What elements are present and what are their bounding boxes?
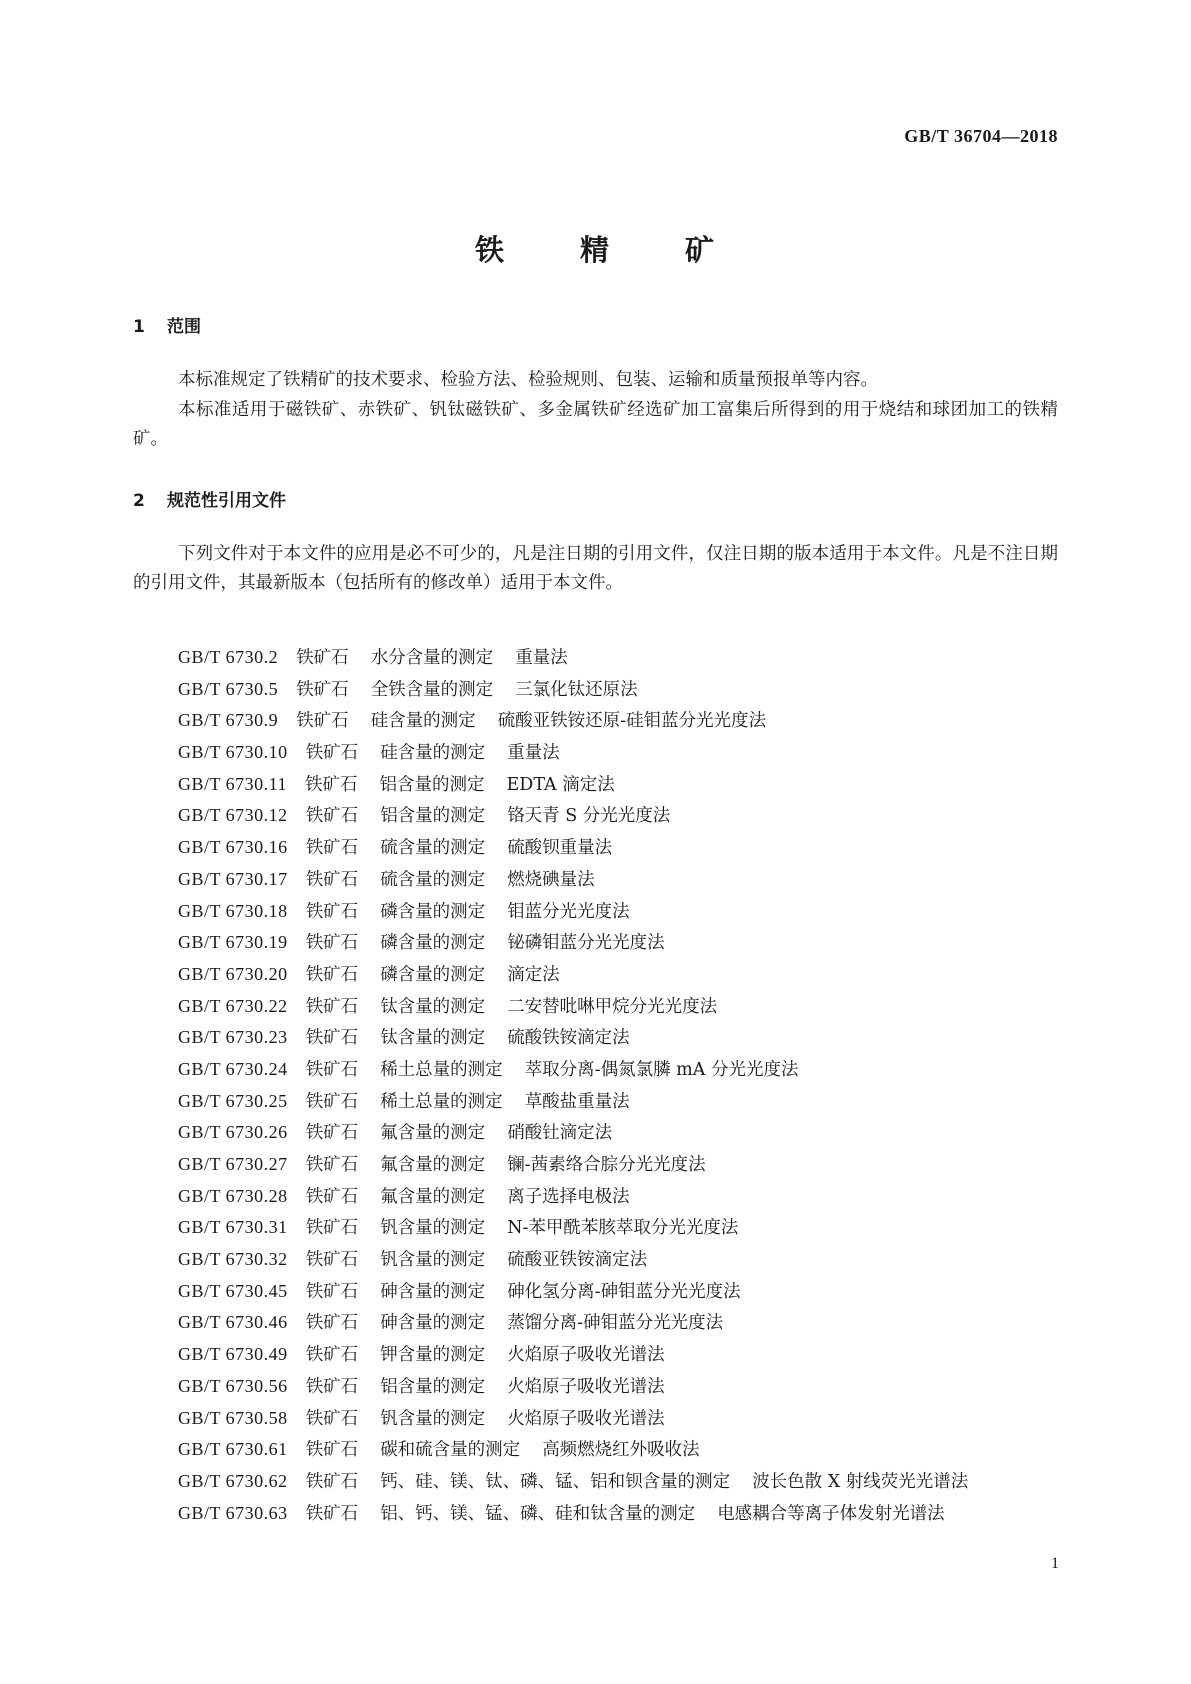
reference-item — [178, 1466, 1098, 1498]
reference-method: 燃烧碘量法 — [507, 869, 595, 890]
reference-topic: 钛含量的测定 — [380, 1028, 486, 1049]
reference-method: 火焰原子吸收光谱法 — [507, 1408, 665, 1429]
reference-code: GB/T 6730.19 — [178, 932, 288, 953]
reference-code: GB/T 6730.63 — [178, 1502, 288, 1523]
reference-code: GB/T 6730.56 — [178, 1375, 288, 1396]
reference-method: 离子选择电极法 — [507, 1186, 630, 1207]
reference-topic: 氟含量的测定 — [380, 1186, 486, 1207]
reference-topic: 钙、硅、镁、钛、磷、锰、铝和钡含量的测定 — [380, 1471, 731, 1492]
reference-method: 硝酸钍滴定法 — [507, 1123, 613, 1144]
reference-method: 硫酸亚铁铵滴定法 — [507, 1250, 648, 1271]
reference-item — [178, 1403, 1098, 1435]
reference-item — [178, 1117, 1098, 1149]
reference-topic: 砷含量的测定 — [380, 1313, 486, 1334]
standard-code: GB/T 36704—2018 — [904, 126, 1058, 146]
document-title — [0, 228, 1191, 269]
reference-item — [178, 1276, 1098, 1308]
title-char: 精 — [579, 233, 611, 267]
reference-topic: 铝含量的测定 — [380, 1376, 486, 1397]
reference-method: 镧-茜素络合腙分光光度法 — [507, 1155, 706, 1175]
reference-topic: 硫含量的测定 — [380, 838, 486, 859]
reference-subject: 铁矿石 — [296, 648, 349, 668]
reference-subject: 铁矿石 — [305, 869, 359, 890]
reference-code: GB/T 6730.18 — [178, 900, 288, 921]
reference-method: 铋磷钼蓝分光光度法 — [507, 933, 665, 954]
reference-topic: 硅含量的测定 — [380, 743, 486, 764]
reference-topic: 磷含量的测定 — [380, 901, 486, 922]
reference-topic: 钒含量的测定 — [380, 1250, 486, 1271]
references-intro: 下列文件对于本文件的应用是必不可少的，凡是注日期的引用文件，仅注日期的版本适用于本文件。凡是不注日期的引用文件，其最新版本（包括所有的修改单）适用于本文件。 — [133, 544, 1058, 593]
reference-item — [178, 832, 1098, 864]
reference-code: GB/T 6730.12 — [178, 805, 288, 826]
reference-topic: 稀土总量的测定 — [380, 1059, 503, 1080]
reference-subject: 铁矿石 — [305, 774, 358, 795]
reference-subject: 铁矿石 — [305, 996, 359, 1017]
reference-item — [178, 927, 1098, 959]
reference-code: GB/T 6730.46 — [178, 1312, 288, 1333]
reference-item — [178, 959, 1098, 991]
reference-item — [178, 1307, 1098, 1339]
reference-method: 钼蓝分光光度法 — [507, 901, 630, 922]
reference-subject: 铁矿石 — [305, 1471, 359, 1492]
reference-code: GB/T 6730.23 — [178, 1027, 288, 1048]
reference-item — [178, 991, 1098, 1023]
reference-method: N-苯甲酰苯胲萃取分光光度法 — [507, 1218, 739, 1239]
scope-paragraph-2: 本标准适用于磁铁矿、赤铁矿、钒钛磁铁矿、多金属铁矿经选矿加工富集后所得到的用于烧结和球团加工的铁精矿。 — [133, 400, 1058, 449]
reference-topic: 钛含量的测定 — [380, 996, 486, 1017]
reference-list — [178, 642, 1098, 1529]
reference-code: GB/T 6730.61 — [178, 1439, 288, 1460]
reference-method: 三氯化钛还原法 — [515, 679, 638, 700]
reference-code: GB/T 6730.27 — [178, 1154, 288, 1174]
reference-method: 硫酸钡重量法 — [507, 838, 613, 859]
reference-item — [178, 737, 1098, 769]
reference-topic: 全铁含量的测定 — [370, 679, 494, 700]
reference-subject: 铁矿石 — [305, 1250, 359, 1271]
reference-item — [178, 705, 1098, 737]
reference-subject: 铁矿石 — [305, 1345, 359, 1366]
reference-code: GB/T 6730.17 — [178, 868, 288, 889]
reference-code: GB/T 6730.49 — [178, 1344, 288, 1365]
reference-item — [178, 896, 1098, 928]
reference-item — [178, 1086, 1098, 1118]
reference-subject: 铁矿石 — [305, 1376, 359, 1397]
reference-topic: 砷含量的测定 — [380, 1281, 486, 1302]
reference-topic: 磷含量的测定 — [380, 964, 486, 985]
reference-item — [178, 1149, 1098, 1181]
title-char: 矿 — [685, 233, 717, 267]
reference-method: 蒸馏分离-砷钼蓝分光光度法 — [507, 1313, 724, 1334]
reference-subject: 铁矿石 — [305, 1313, 359, 1334]
reference-item — [178, 1434, 1098, 1466]
reference-topic: 钾含量的测定 — [380, 1345, 486, 1366]
reference-subject: 铁矿石 — [305, 1091, 359, 1112]
reference-subject: 铁矿石 — [305, 1059, 359, 1080]
section-title: 规范性引用文件 — [167, 491, 286, 511]
reference-item — [178, 642, 1098, 674]
section-title: 范围 — [167, 317, 201, 337]
section-number: 2 — [133, 491, 145, 511]
reference-item — [178, 674, 1098, 706]
section-2-heading — [133, 486, 286, 511]
reference-code: GB/T 6730.11 — [178, 773, 288, 794]
reference-code: GB/T 6730.22 — [178, 995, 288, 1016]
reference-code: GB/T 6730.62 — [178, 1470, 288, 1491]
reference-method: 高频燃烧红外吸收法 — [542, 1440, 700, 1461]
reference-subject: 铁矿石 — [305, 933, 359, 954]
reference-subject: 铁矿石 — [305, 964, 359, 985]
reference-item — [178, 1339, 1098, 1371]
reference-code: GB/T 6730.58 — [178, 1407, 288, 1428]
reference-method: 重量法 — [507, 743, 560, 764]
reference-item — [178, 1212, 1098, 1244]
reference-method: 硫酸铁铵滴定法 — [507, 1028, 630, 1049]
reference-item — [178, 800, 1098, 832]
reference-topic: 水分含量的测定 — [370, 648, 494, 668]
reference-subject: 铁矿石 — [305, 1440, 359, 1461]
reference-topic: 铝含量的测定 — [379, 774, 485, 795]
reference-item — [178, 769, 1098, 801]
reference-method: 铬天青 S 分光光度法 — [507, 806, 671, 827]
reference-subject: 铁矿石 — [305, 1186, 359, 1207]
reference-method: 草酸盐重量法 — [524, 1091, 630, 1112]
reference-subject: 铁矿石 — [305, 1028, 359, 1049]
reference-topic: 磷含量的测定 — [380, 933, 486, 954]
reference-subject: 铁矿石 — [305, 1155, 359, 1175]
reference-subject: 铁矿石 — [305, 1281, 359, 1302]
reference-item — [178, 1022, 1098, 1054]
reference-code: GB/T 6730.20 — [178, 963, 288, 984]
reference-code: GB/T 6730.28 — [178, 1185, 288, 1206]
reference-code: GB/T 6730.10 — [178, 742, 288, 763]
scope-paragraph-1: 本标准规定了铁精矿的技术要求、检验方法、检验规则、包装、运输和质量预报单等内容。 — [178, 370, 878, 390]
reference-method: 滴定法 — [507, 964, 560, 985]
reference-code: GB/T 6730.2 — [178, 647, 279, 667]
reference-code: GB/T 6730.16 — [178, 837, 288, 858]
reference-code: GB/T 6730.24 — [178, 1058, 288, 1079]
reference-code: GB/T 6730.45 — [178, 1280, 288, 1301]
reference-topic: 氟含量的测定 — [380, 1123, 486, 1144]
reference-method: 电感耦合等离子体发射光谱法 — [717, 1503, 945, 1524]
reference-subject: 铁矿石 — [296, 711, 349, 732]
reference-topic: 硅含量的测定 — [370, 711, 476, 732]
reference-method: 砷化氢分离-砷钼蓝分光光度法 — [507, 1281, 741, 1302]
reference-method: 萃取分离-偶氮氯膦 mA 分光光度法 — [524, 1059, 799, 1080]
reference-item — [178, 1498, 1098, 1530]
reference-topic: 钒含量的测定 — [380, 1218, 486, 1239]
reference-method: 二安替吡啉甲烷分光光度法 — [507, 996, 718, 1017]
reference-subject: 铁矿石 — [305, 806, 359, 827]
reference-subject: 铁矿石 — [305, 1408, 359, 1429]
reference-method: EDTA 滴定法 — [506, 774, 615, 795]
reference-topic: 稀土总量的测定 — [380, 1091, 503, 1112]
reference-code: GB/T 6730.5 — [178, 678, 279, 699]
reference-code: GB/T 6730.9 — [178, 710, 279, 731]
reference-code: GB/T 6730.26 — [178, 1122, 288, 1143]
reference-topic: 硫含量的测定 — [380, 869, 486, 890]
reference-code: GB/T 6730.25 — [178, 1090, 288, 1111]
reference-topic: 碳和硫含量的测定 — [380, 1440, 521, 1461]
reference-topic: 铝、钙、镁、锰、磷、硅和钛含量的测定 — [380, 1503, 696, 1524]
reference-code: GB/T 6730.31 — [178, 1217, 288, 1238]
reference-subject: 铁矿石 — [305, 1123, 359, 1144]
section-1-heading — [133, 312, 201, 337]
reference-item — [178, 864, 1098, 896]
reference-code: GB/T 6730.32 — [178, 1249, 288, 1270]
reference-subject: 铁矿石 — [296, 679, 349, 700]
reference-topic: 钒含量的测定 — [380, 1408, 486, 1429]
reference-method: 波长色散 X 射线荧光光谱法 — [752, 1471, 969, 1492]
reference-method: 火焰原子吸收光谱法 — [507, 1345, 665, 1366]
reference-item — [178, 1244, 1098, 1276]
reference-subject: 铁矿石 — [305, 838, 359, 859]
reference-subject: 铁矿石 — [305, 743, 359, 764]
reference-method: 硫酸亚铁铵还原-硅钼蓝分光光度法 — [497, 711, 767, 732]
reference-method: 重量法 — [515, 648, 568, 668]
reference-item — [178, 1371, 1098, 1403]
reference-method: 火焰原子吸收光谱法 — [507, 1376, 665, 1397]
reference-subject: 铁矿石 — [305, 1218, 359, 1239]
reference-subject: 铁矿石 — [305, 1503, 359, 1524]
page-number: 1 — [1051, 1555, 1059, 1572]
section-number: 1 — [133, 317, 145, 337]
reference-topic: 氟含量的测定 — [380, 1155, 486, 1175]
reference-topic: 铝含量的测定 — [380, 806, 486, 827]
title-char: 铁 — [474, 233, 506, 267]
reference-subject: 铁矿石 — [305, 901, 359, 922]
reference-item — [178, 1181, 1098, 1213]
reference-item — [178, 1054, 1098, 1086]
